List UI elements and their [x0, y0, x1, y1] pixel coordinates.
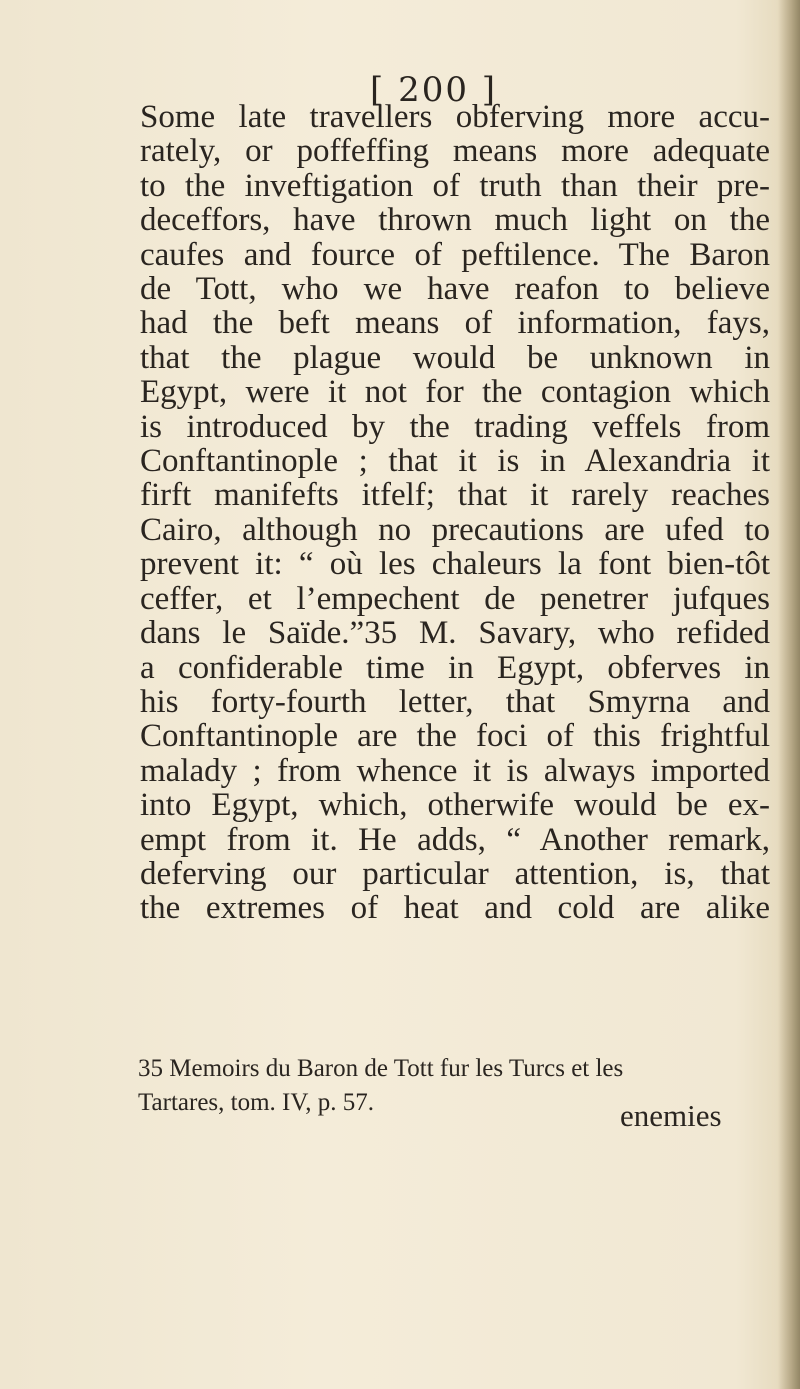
- text-line: rately, or poffeffing means more adequate: [140, 133, 770, 170]
- text-line: deferving our particular attention, is, that: [140, 855, 770, 892]
- text-line: prevent it: “ où les chaleurs la font bien-tôt: [140, 546, 770, 583]
- text-line: empt from it. He adds, “ Another remark,: [140, 821, 770, 858]
- text-line: his forty-fourth letter, that Smyrna and: [140, 683, 770, 720]
- main-paragraph: [140, 100, 770, 926]
- text-line: Conftantinople ; that it is in Alexandria it: [140, 443, 770, 480]
- text-line: deceffors, have thrown much light on the: [140, 202, 770, 239]
- footnote-line: Tartares, tom. IV, p. 57.: [138, 1089, 374, 1116]
- text-line: caufes and fource of peftilence. The Baron: [140, 236, 770, 273]
- text-line: into Egypt, which, otherwife would be ex-: [140, 787, 770, 824]
- text-line: Conftantinople are the foci of this frightful: [140, 718, 770, 755]
- catchword: enemies: [620, 1098, 722, 1133]
- text-line: to the inveftigation of truth than their pre-: [140, 167, 770, 204]
- page-number: [ 200 ]: [370, 70, 498, 110]
- text-line: de Tott, who we have reafon to believe: [140, 271, 770, 308]
- text-line: the extremes of heat and cold are alike: [140, 890, 770, 927]
- text-line: Some late travellers obferving more accu-: [140, 99, 770, 135]
- text-line: had the beft means of information, fays,: [140, 305, 770, 342]
- text-line: malady ; from whence it is always imported: [140, 752, 770, 789]
- text-line: that the plague would be unknown in: [140, 339, 770, 376]
- text-line: Egypt, were it not for the contagion which: [140, 374, 770, 411]
- text-line: dans le Saïde.”35 M. Savary, who refided: [140, 615, 770, 652]
- text-line: firft manifefts itfelf; that it rarely reaches: [140, 477, 770, 514]
- text-line: ceffer, et l’empechent de penetrer jufques: [140, 580, 770, 617]
- text-line: is introduced by the trading veffels from: [140, 408, 770, 445]
- footnote-line: 35 Memoirs du Baron de Tott fur les Turcs et les: [138, 1055, 624, 1082]
- page-edge-shadow: [778, 0, 800, 1389]
- text-line: a confiderable time in Egypt, obferves in: [140, 649, 770, 686]
- text-line: Cairo, although no precautions are ufed to: [140, 511, 770, 548]
